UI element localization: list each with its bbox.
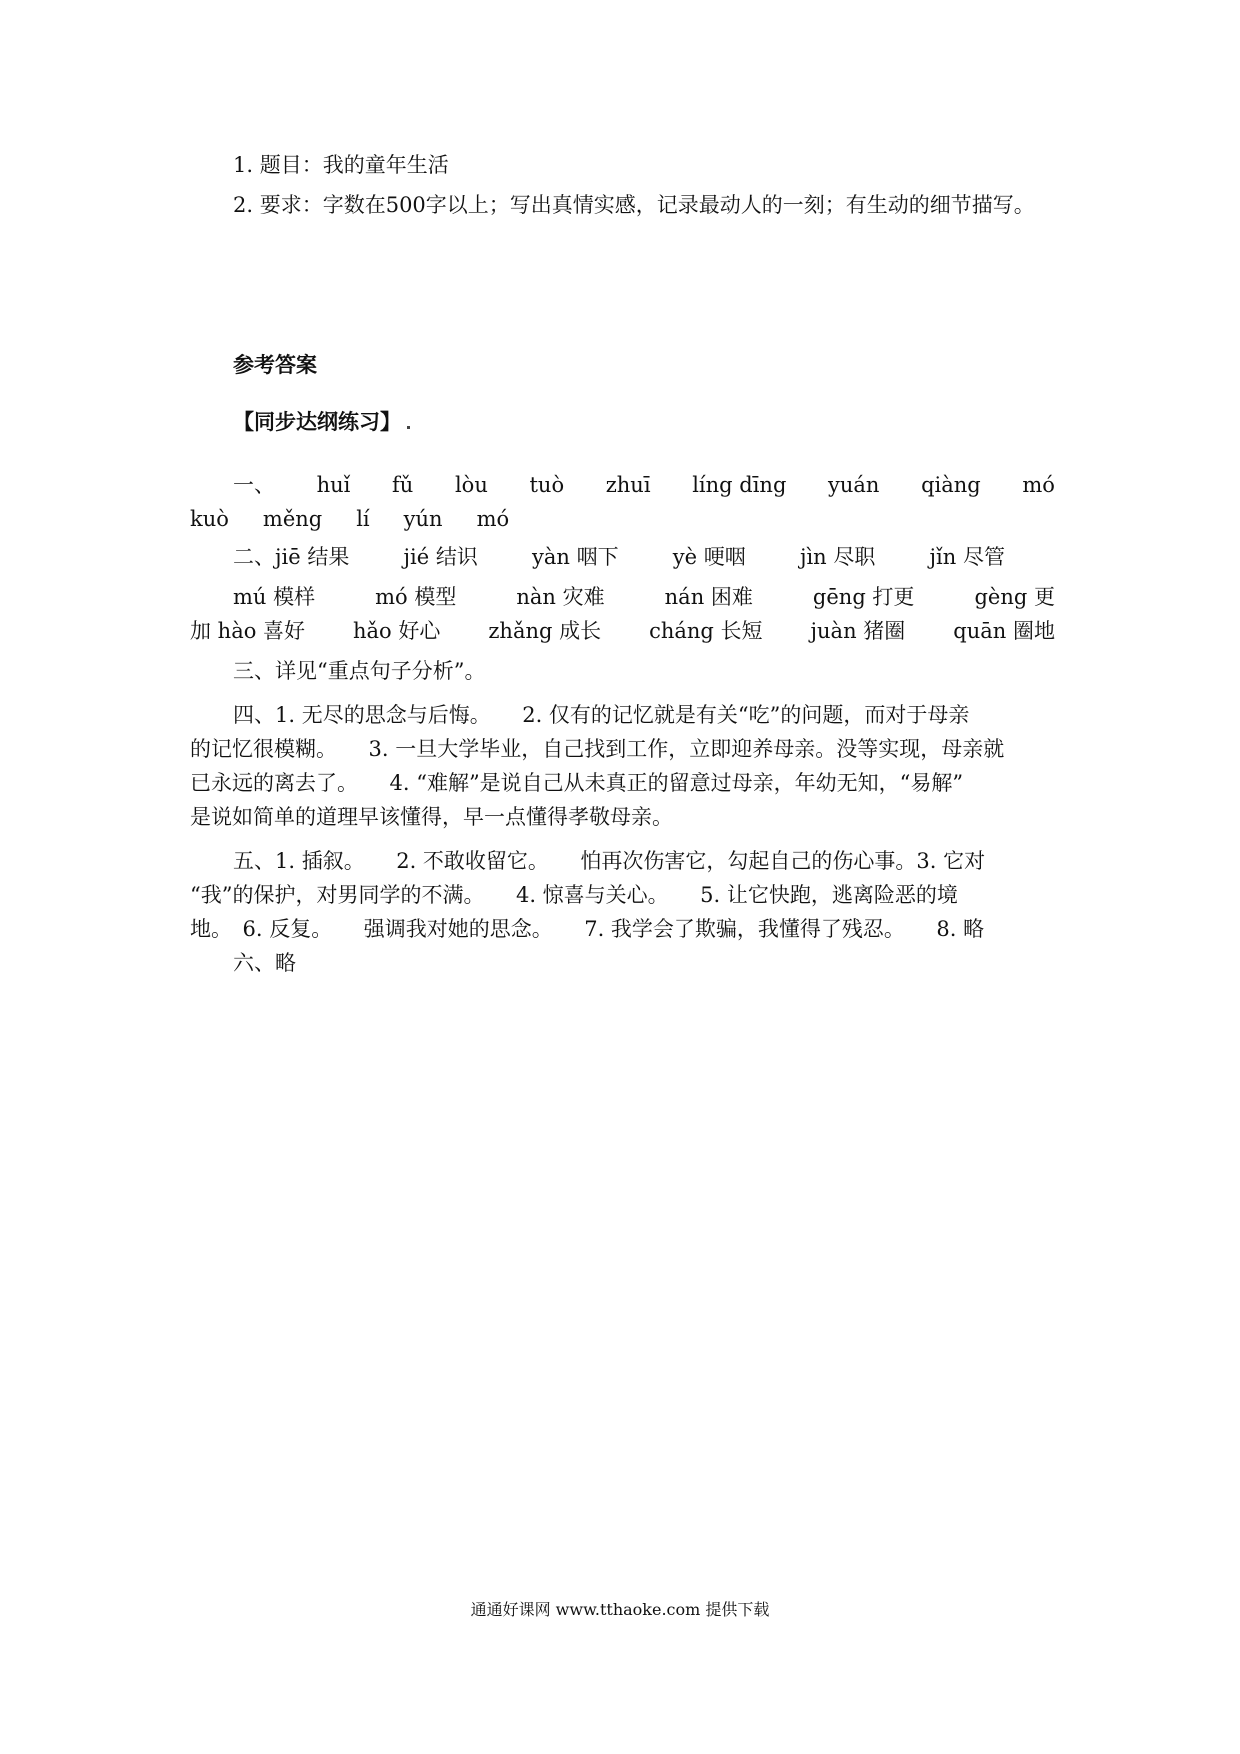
- q2-item-16: cháng 长短: [649, 619, 763, 643]
- q1-pinyin-row2: [190, 502, 543, 536]
- q1-line1: [233, 468, 1055, 502]
- q2-item-3: yàn 咽下: [532, 545, 619, 569]
- q2-line3: [190, 614, 1055, 648]
- q3-answer: 三、详见“重点句子分析”。: [233, 659, 486, 683]
- q1-pinyin-3: lòu: [454, 473, 488, 497]
- q1-line2: [190, 502, 543, 536]
- q2-item-5: jìn 尽职: [799, 545, 876, 569]
- q2-row1: [233, 540, 1005, 574]
- q5-line1: 五、1. 插叙。 2. 不敢收留它。 怕再次伤害它，勾起自己的伤心事。3. 它对: [233, 849, 986, 873]
- q1-pinyin-4: tuò: [529, 473, 565, 497]
- q1-pinyin-8: qiàng: [921, 473, 981, 497]
- q2-item-9: nàn 灾难: [516, 585, 605, 609]
- q2-item-8: mó 模型: [375, 585, 457, 609]
- assignment-title: 1. 题目：我的童年生活: [233, 153, 449, 177]
- q1-pinyin-10: kuò: [190, 507, 229, 531]
- q4-line4: 是说如简单的道理早该懂得，早一点懂得孝敬母亲。: [190, 805, 673, 829]
- stray-mark: [407, 426, 410, 429]
- q2-row2: [233, 580, 1055, 614]
- q2-item-6: jǐn 尽管: [929, 545, 1005, 569]
- q1-pinyin-12: lí: [356, 507, 370, 531]
- q1-pinyin-9: mó: [1022, 473, 1055, 497]
- q4-line2: 的记忆很模糊。 3. 一旦大学毕业，自己找到工作，立即迎养母亲。没等实现，母亲就: [190, 737, 1005, 761]
- q1-pinyin-14: mó: [476, 507, 510, 531]
- q2-line1: [233, 540, 1005, 574]
- assignment-requirements: 2. 要求：字数在500字以上；写出真情实感，记录最动人的一刻；有生动的细节描写。: [233, 193, 1035, 217]
- q2-item-17: juàn 猪圈: [810, 619, 906, 643]
- q1-pinyin-6: líng dīng: [692, 473, 787, 497]
- answers-heading: 参考答案: [233, 353, 317, 377]
- q2-item-13: 加 hào 喜好: [190, 619, 306, 643]
- q2-item-10: nán 困难: [664, 585, 753, 609]
- q2-item-2: jié 结识: [403, 545, 478, 569]
- q2-item-1: 二、jiē 结果: [233, 545, 350, 569]
- q4-line3: 已永远的离去了。 4. “难解”是说自己从未真正的留意过母亲，年幼无知，“易解”: [190, 771, 964, 795]
- q2-line2: [233, 580, 1055, 614]
- q1-pinyin-11: měng: [262, 507, 323, 531]
- q2-item-7: mú 模样: [233, 585, 316, 609]
- q1-pinyin-2: fǔ: [392, 473, 414, 497]
- q2-item-15: zhǎng 成长: [488, 619, 602, 643]
- q2-item-12: gèng 更: [974, 585, 1055, 609]
- q1-pinyin-1: huǐ: [316, 473, 351, 497]
- section-heading: 【同步达纲练习】: [233, 410, 401, 434]
- q1-pinyin-5: zhuī: [605, 473, 651, 497]
- q2-item-18: quān 圈地: [953, 619, 1055, 643]
- q4-line1: 四、1. 无尽的思念与后悔。 2. 仅有的记忆就是有关“吃”的问题，而对于母亲: [233, 703, 970, 727]
- q1-label: 一、: [233, 473, 275, 497]
- page-footer: 通通好课网 www.tthaoke.com 提供下载: [470, 1600, 770, 1619]
- q2-row3: [190, 614, 1055, 648]
- q1-pinyin-row1: [233, 468, 1055, 502]
- q6-answer: 六、略: [233, 951, 296, 975]
- q5-line3: 地。 6. 反复。 强调我对她的思念。 7. 我学会了欺骗，我懂得了残忍。 8. 略: [190, 917, 985, 941]
- q1-pinyin-13: yún: [403, 507, 443, 531]
- q5-line2: “我”的保护，对男同学的不满。 4. 惊喜与关心。 5. 让它快跑，逃离险恶的境: [190, 883, 958, 907]
- q1-pinyin-7: yuán: [828, 473, 880, 497]
- q2-item-14: hǎo 好心: [353, 619, 441, 643]
- q2-item-4: yè 哽咽: [672, 545, 746, 569]
- q2-item-11: gēng 打更: [812, 585, 915, 609]
